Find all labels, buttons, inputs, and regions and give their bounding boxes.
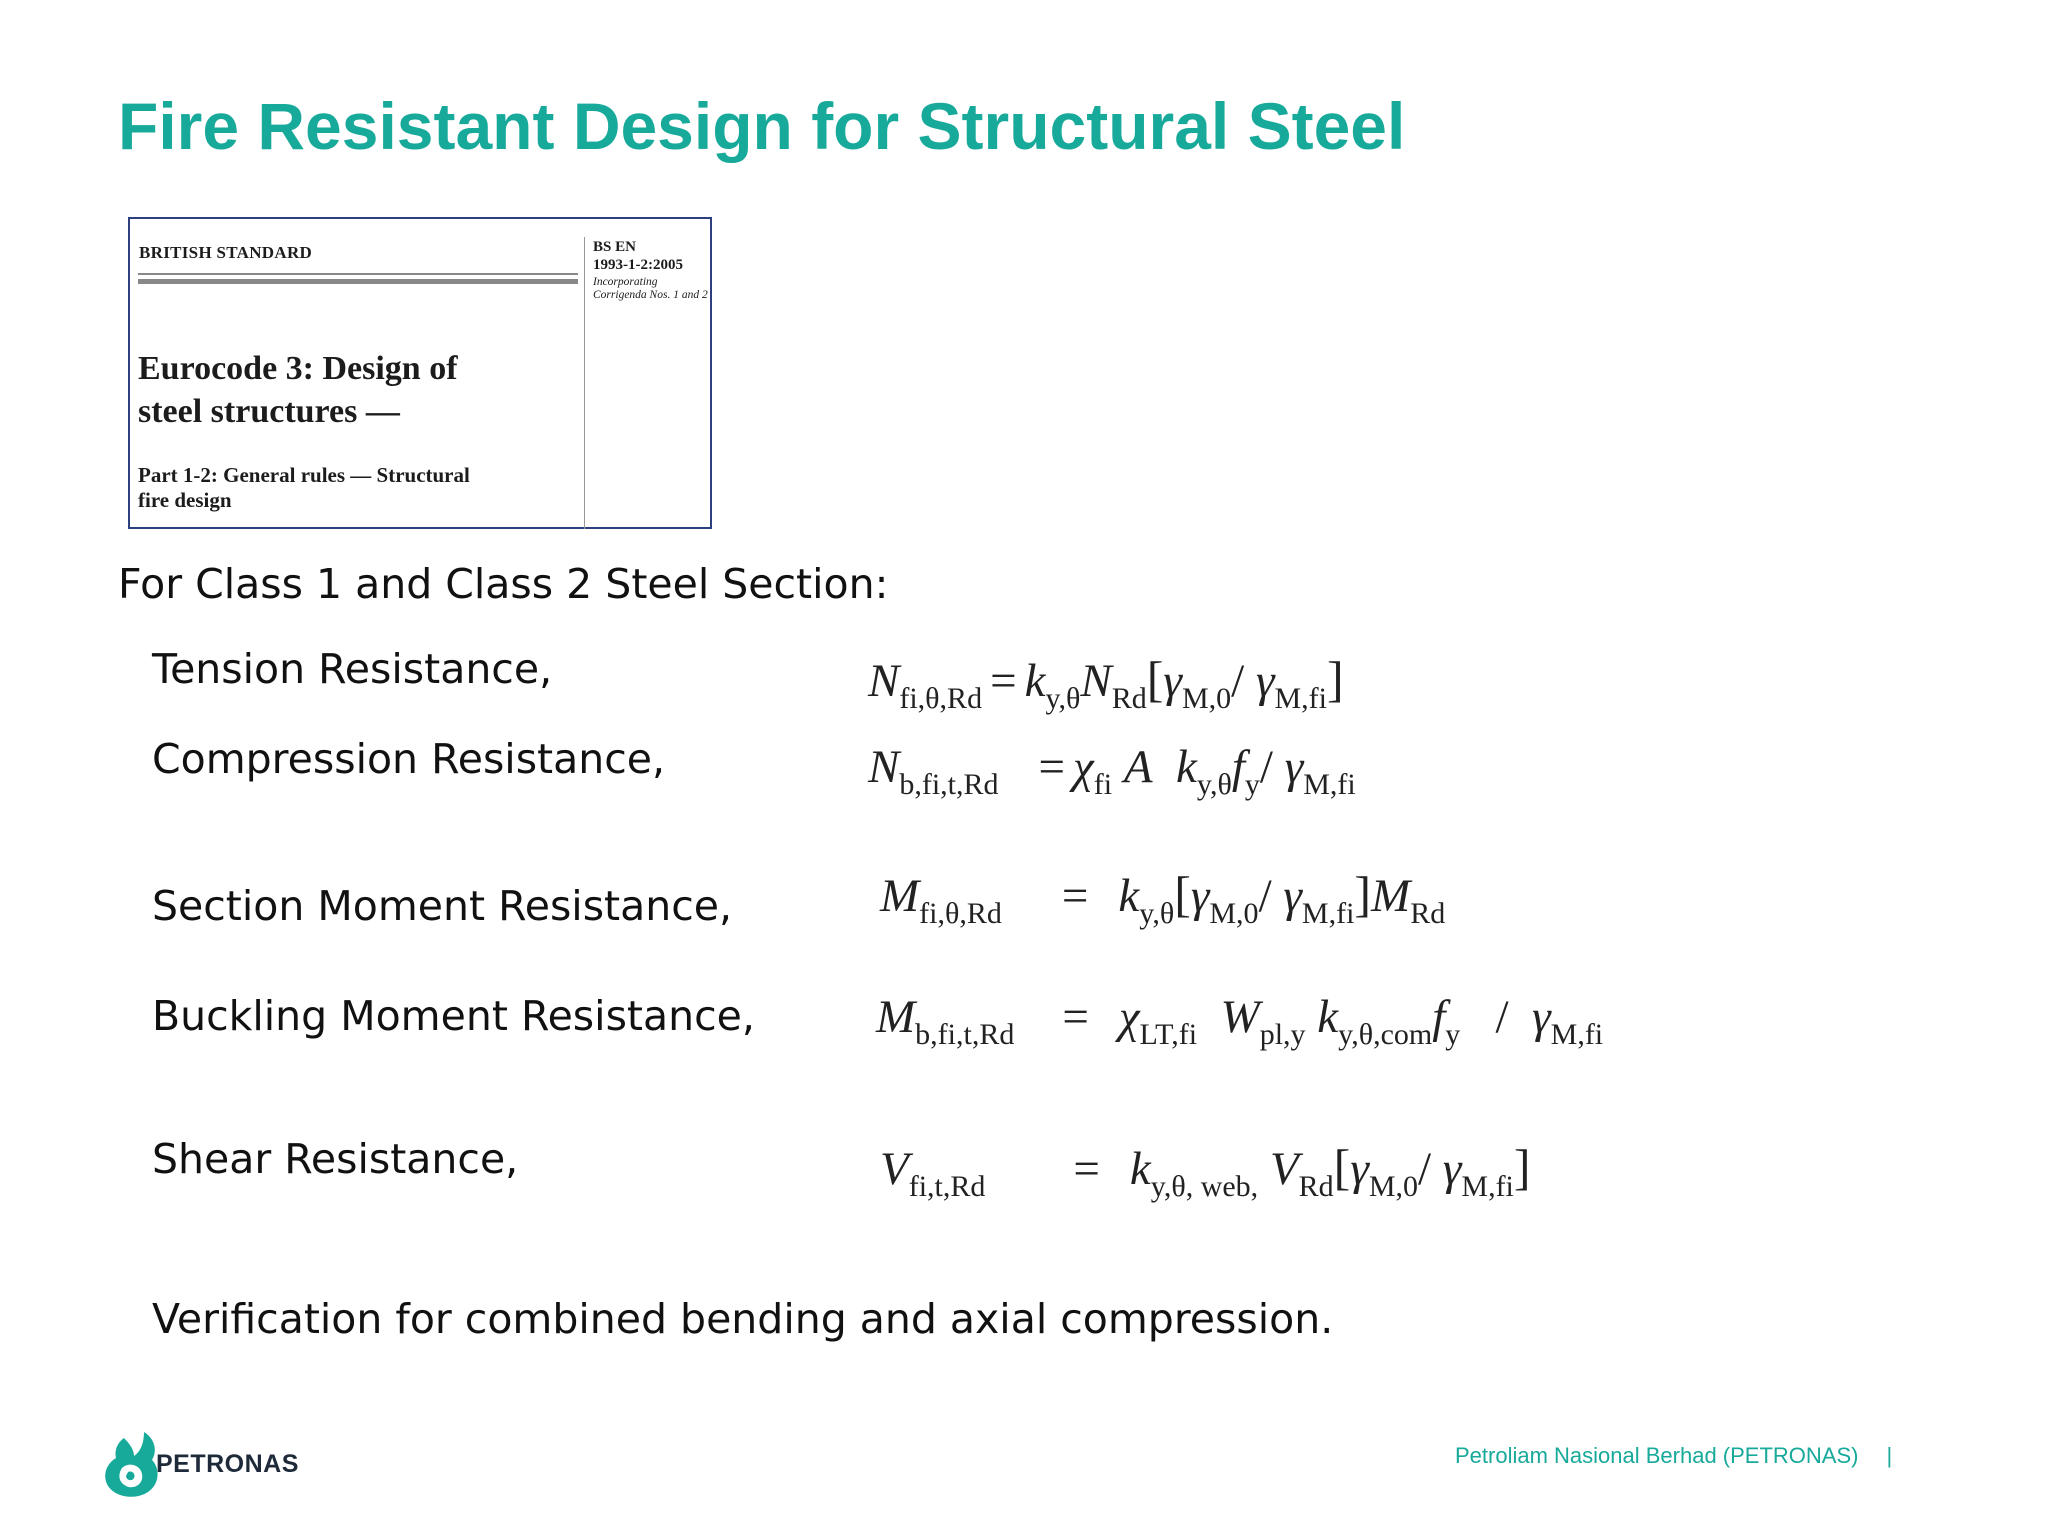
equation-buckling-moment: $M_{b,fi,t,Rd} = \chi_{LT,fi}$ $W_{pl,y}$ $k_{y,\theta,com}f_y / \gamma_{M,fi}$ xyxy=(876,991,1604,1051)
label-shear: Shear Resistance, xyxy=(152,1135,519,1183)
logo-text: PETRONAS xyxy=(156,1450,299,1478)
equation-tension: $N_{fi,\theta,Rd} = k_{y,\theta}N_{Rd}[\gamma_{M,0}/$ $\gamma_{M,fi}$] xyxy=(868,651,1344,715)
cover-incorporating: Incorporating Corrigenda Nos. 1 and 2 xyxy=(593,276,708,301)
equation-compression: $N_{b,fi,t,Rd} = \chi_{fi}$ A $k_{y,\theta}f_y/$ $\gamma_{M,fi}$ xyxy=(868,741,1356,801)
footer-company xyxy=(1455,1443,1892,1469)
verification-text: Verification for combined bending and axial compression. xyxy=(152,1295,1334,1343)
label-buckling-moment: Buckling Moment Resistance, xyxy=(152,992,755,1040)
footer-separator: | xyxy=(1886,1443,1893,1468)
petronas-logo-icon xyxy=(100,1428,162,1500)
cover-code-line2: 1993-1-2:2005 xyxy=(593,257,683,273)
cover-divider xyxy=(584,237,585,529)
equation-shear: $V_{fi,t,Rd} = k_{y,\theta, web,}$ $V_{Rd}[\gamma_{M,0}/$ $\gamma_{M,fi}$] xyxy=(880,1139,1531,1203)
page-title: Fire Resistant Design for Structural Steel xyxy=(118,89,1406,163)
label-tension: Tension Resistance, xyxy=(152,645,553,693)
cover-rule xyxy=(138,273,578,275)
cover-part xyxy=(138,463,470,513)
cover-header: BRITISH STANDARD xyxy=(139,243,313,262)
label-section-moment: Section Moment Resistance, xyxy=(152,882,733,930)
cover-code-line1: BS EN xyxy=(593,239,636,255)
standard-cover-image xyxy=(128,217,712,529)
cover-title xyxy=(138,347,458,433)
footer-company-name: Petroliam Nasional Berhad (PETRONAS) xyxy=(1455,1443,1859,1468)
cover-title-line2: steel structures — xyxy=(138,393,400,430)
equation-section-moment: $M_{fi,\theta,Rd} = k_{y,\theta}[\gamma_{M,0}/$ $\gamma_{M,fi}]M_{Rd}$ xyxy=(880,866,1446,930)
cover-part-line1: Part 1-2: General rules — Structural xyxy=(138,463,470,487)
intro-text: For Class 1 and Class 2 Steel Section: xyxy=(118,560,889,608)
cover-title-line1: Eurocode 3: Design of xyxy=(138,350,458,387)
label-compression: Compression Resistance, xyxy=(152,735,666,783)
cover-rule-thick xyxy=(138,279,578,284)
cover-code xyxy=(593,238,683,274)
cover-part-line2: fire design xyxy=(138,488,232,512)
